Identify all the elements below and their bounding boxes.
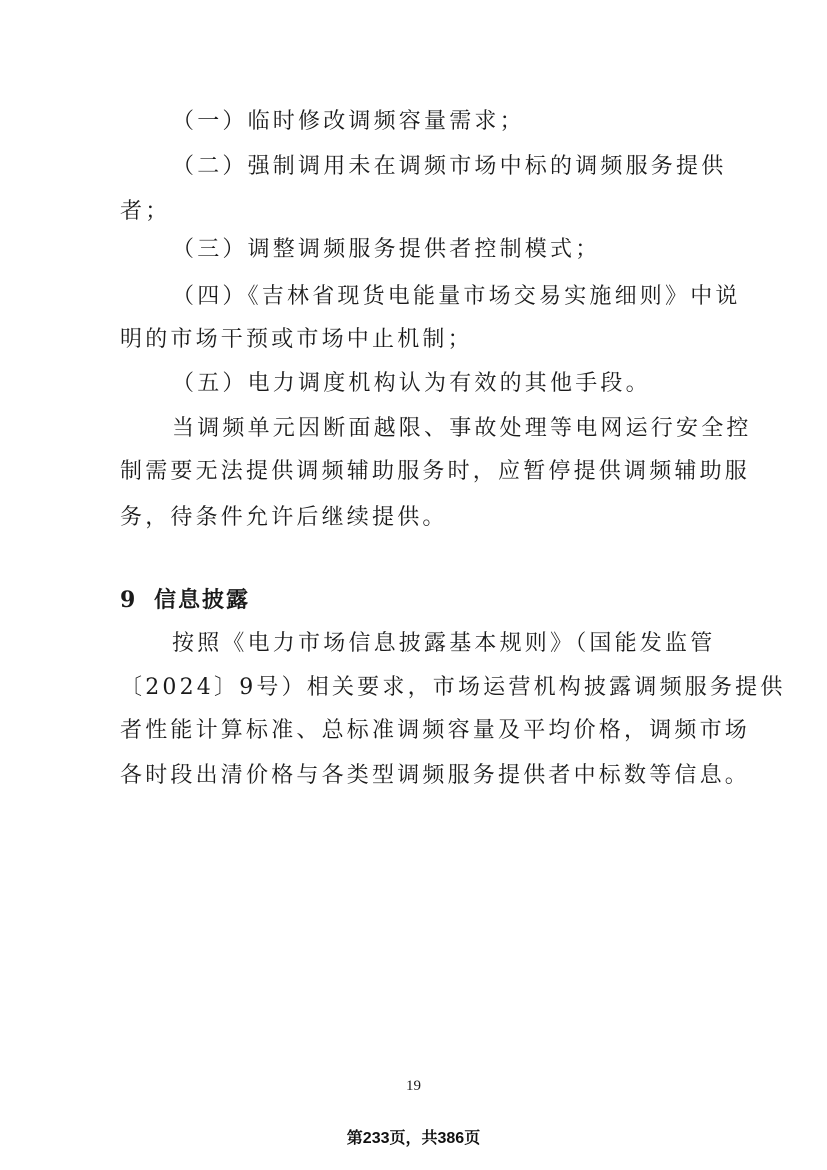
list-item-continuation: 者； [120, 199, 171, 224]
paragraph-line: 务，待条件允许后继续提供。 [120, 505, 448, 530]
list-item: （四）《吉林省现货电能量市场交易实施细则》中说 [172, 284, 741, 309]
section-number: 9 [120, 587, 138, 613]
section-heading [120, 586, 250, 614]
paragraph-line: 〔2024〕9号）相关要求，市场运营机构披露调频服务提供 [120, 675, 786, 700]
paragraph-line: 制需要无法提供调频辅助服务时，应暂停提供调频辅助服 [120, 459, 751, 484]
page-footer: 第233页，共386页 [346, 1130, 481, 1147]
paragraph-line: 者性能计算标准、总标准调频容量及平均价格，调频市场 [120, 718, 751, 743]
list-item: （三）调整调频服务提供者控制模式； [172, 237, 601, 262]
page-number: 19 [406, 1078, 421, 1094]
paragraph-line: 各时段出清价格与各类型调频服务提供者中标数等信息。 [120, 763, 751, 788]
paragraph-line: 按照《电力市场信息披露基本规则》（国能发监管 [172, 631, 716, 656]
paragraph-line: 当调频单元因断面越限、事故处理等电网运行安全控 [172, 416, 752, 441]
list-item: （五）电力调度机构认为有效的其他手段。 [172, 371, 651, 396]
list-item: （二）强制调用未在调频市场中标的调频服务提供 [172, 154, 727, 179]
list-item-continuation: 明的市场干预或市场中止机制； [120, 327, 473, 352]
list-item: （一）临时修改调频容量需求； [172, 109, 525, 134]
section-title: 信息披露 [154, 587, 251, 613]
